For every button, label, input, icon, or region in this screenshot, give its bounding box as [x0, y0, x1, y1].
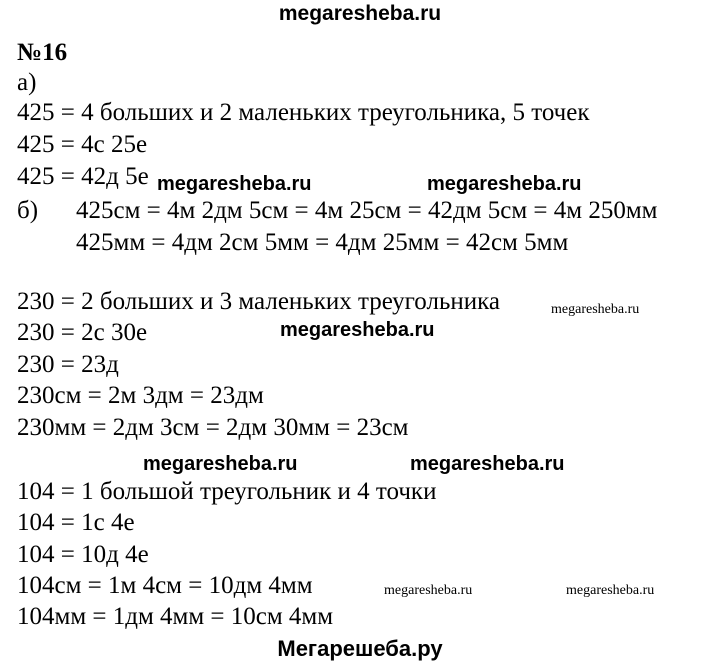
watermark: megaresheba.ru	[551, 302, 640, 317]
site-header-watermark: megaresheba.ru	[278, 2, 442, 25]
line-425-de: 425 = 42д 5е	[17, 163, 149, 190]
line-104-de: 104 = 10д 4е	[17, 541, 149, 568]
line-104mm: 104мм = 1дм 4мм = 10см 4мм	[17, 603, 334, 630]
line-425cm: 425см = 4м 2дм 5см = 4м 25см = 42дм 5см = 4м 250мм	[76, 197, 658, 224]
watermark: megaresheba.ru	[427, 173, 582, 195]
line-230-triangles: 230 = 2 больших и 3 маленьких треугольника	[17, 288, 500, 315]
line-425-se: 425 = 4с 25е	[17, 131, 148, 158]
section-a-label: а)	[17, 69, 37, 96]
watermark: megaresheba.ru	[410, 453, 565, 475]
line-230-se: 230 = 2с 30е	[17, 319, 148, 346]
watermark: megaresheba.ru	[143, 453, 298, 475]
section-b-label: б)	[17, 197, 39, 224]
line-104-se: 104 = 1с 4е	[17, 509, 135, 536]
task-number: №16	[17, 39, 68, 66]
line-425mm: 425мм = 4дм 2см 5мм = 4дм 25мм = 42см 5мм	[76, 229, 569, 256]
watermark: megaresheba.ru	[384, 583, 473, 598]
line-230cm: 230см = 2м 3дм = 23дм	[17, 382, 264, 409]
watermark: megaresheba.ru	[280, 319, 435, 341]
line-104cm: 104см = 1м 4см = 10дм 4мм	[17, 572, 313, 599]
line-104-triangle: 104 = 1 большой треугольник и 4 точки	[17, 478, 437, 505]
line-230-d: 230 = 23д	[17, 351, 119, 378]
footer-watermark: Мегарешеба.ру	[277, 636, 443, 661]
line-230mm: 230мм = 2дм 3см = 2дм 30мм = 23см	[17, 414, 409, 441]
watermark: megaresheba.ru	[566, 583, 655, 598]
line-425-triangles: 425 = 4 больших и 2 маленьких треугольника, 5 точек	[17, 99, 590, 126]
watermark: megaresheba.ru	[157, 173, 312, 195]
